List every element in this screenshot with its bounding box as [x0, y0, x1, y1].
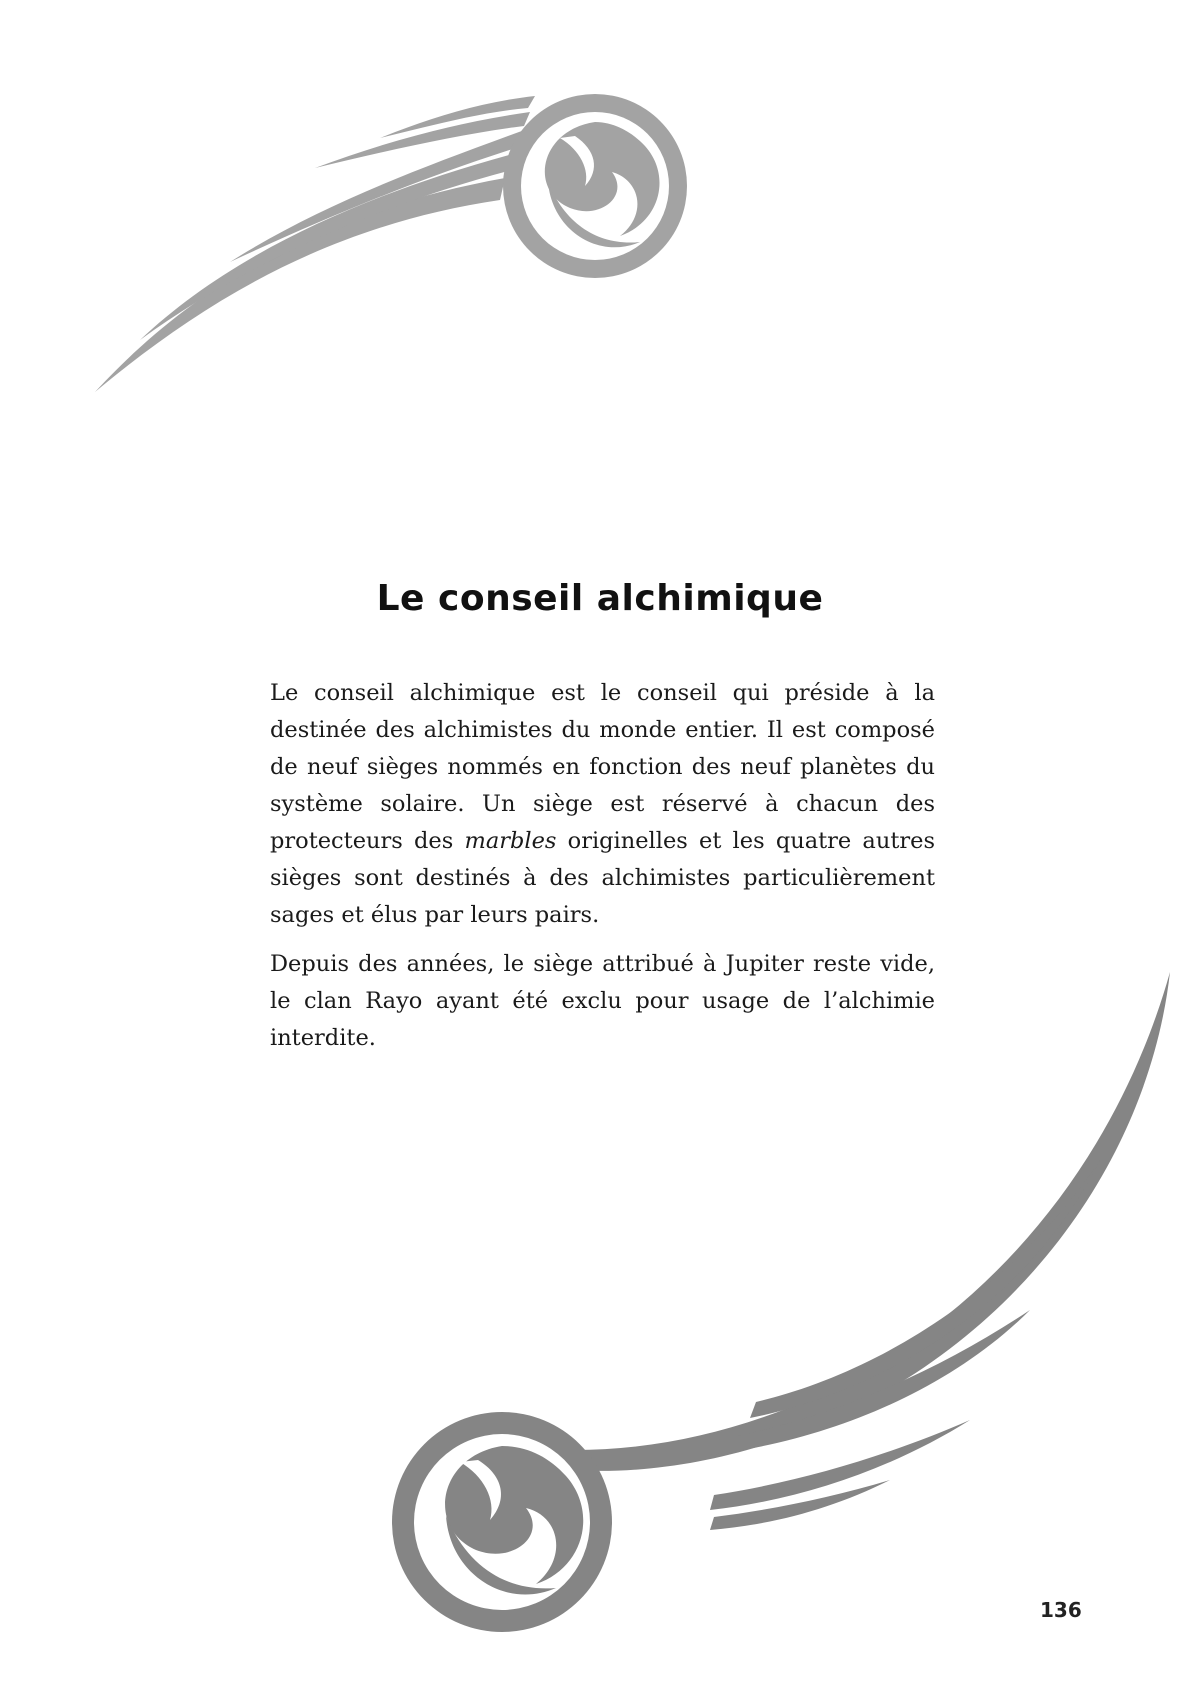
page-title: Le conseil alchimique [376, 578, 824, 619]
comet-top-tail [95, 96, 535, 392]
body-text [270, 675, 935, 1069]
comet-bottom-marble [392, 1412, 612, 1632]
paragraph-1-start: Le conseil alchimique est le conseil qui préside à la destinée des alchimistes du monde entier. Il est composé de neuf sièges nommés en fonction des neuf planètes du système solaire. Un siège est réservé à chacun des protecteurs des [270, 680, 935, 854]
comet-top-marble [503, 94, 687, 278]
comet-top-icon [0, 0, 760, 420]
paragraph-1-end: originelles et les quatre autres sièges sont destinés à des alchimistes particulièrement sages et élus par leurs pairs. [270, 828, 935, 928]
paragraph-1-emphasis: marbles [464, 828, 557, 854]
page-number: 136 [1040, 1598, 1082, 1622]
paragraph-2: Depuis des années, le siège attribué à Jupiter reste vide, le clan Rayo ayant été exclu pour usage de l’alchimie interdite. [270, 951, 935, 1051]
paragraph-1 [270, 675, 935, 934]
